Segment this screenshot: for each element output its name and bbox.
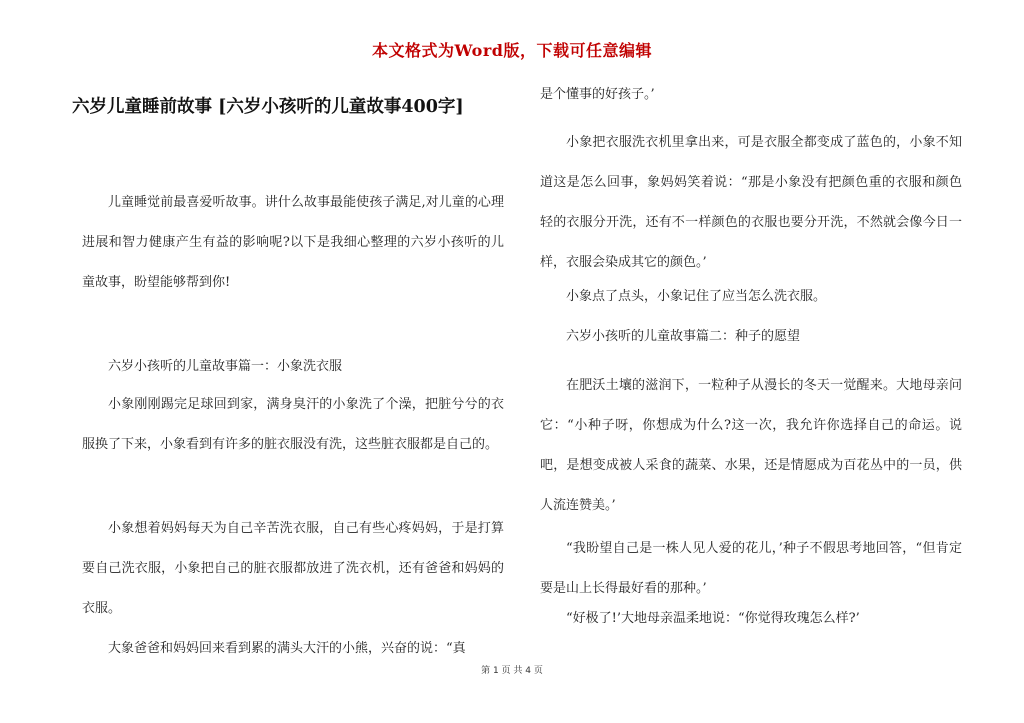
page-footer: 第 1 页 共 4 页 [481, 666, 543, 676]
story1-paragraph-cont: 是个懂事的好孩子。’ [540, 87, 655, 102]
story1-paragraph-2: 小象想着妈妈每天为自己辛苦洗衣服，自己有些心疼妈妈，于是打算要自己洗衣服，小象把自己的脏衣服都放进了洗衣机，还有爸爸和妈妈的衣服。 [82, 521, 504, 616]
story2-paragraph-2: “我盼望自己是一株人见人爱的花儿，’种子不假思考地回答，“但肯定要是山上长得最好看的那种。’ [540, 541, 962, 596]
story2-paragraph-3: “好极了!’大地母亲温柔地说：“你觉得玫瑰怎么样?’ [566, 611, 860, 626]
story1-paragraph-3: 大象爸爸和妈妈回来看到累的满头大汗的小熊，兴奋的说：“真 [108, 641, 466, 656]
intro-paragraph: 儿童睡觉前最喜爱听故事。讲什么故事最能使孩子满足,对儿童的心理进展和智力健康产生有益的影响呢?以下是我细心整理的六岁小孩听的儿童故事，盼望能够帮到你! [82, 195, 504, 290]
story1-paragraph-1: 小象刚刚踢完足球回到家，满身臭汗的小象洗了个澡，把脏兮兮的衣服换了下来，小象看到有许多的脏衣服没有洗，这些脏衣服都是自己的。 [82, 397, 504, 452]
watermark-banner: 本文格式为Word版，下载可任意编辑 [372, 41, 652, 60]
story1-heading: 六岁小孩听的儿童故事篇一：小象洗衣服 [108, 359, 343, 374]
story1-paragraph-4: 小象把衣服洗衣机里拿出来，可是衣服全都变成了蓝色的，小象不知道这是怎么回事，象妈妈笑着说：“那是小象没有把颜色重的衣服和颜色轻的衣服分开洗，还有不一样颜色的衣服也要分开洗，不然就会像今日一样，衣服会染成其它的颜色。’ [540, 135, 962, 270]
story1-paragraph-5: 小象点了点头，小象记住了应当怎么洗衣服。 [566, 289, 827, 304]
document-title: 六岁儿童睡前故事 [六岁小孩听的儿童故事400字] [72, 97, 464, 117]
story2-heading: 六岁小孩听的儿童故事篇二：种子的愿望 [566, 329, 801, 344]
story2-paragraph-1: 在肥沃土壤的滋润下，一粒种子从漫长的冬天一觉醒来。大地母亲问它：“小种子呀，你想成为什么?这一次，我允许你选择自己的命运。说吧，是想变成被人采食的蔬菜、水果，还是情愿成为百花丛中的一员，供人流连赞美。’ [540, 378, 962, 513]
